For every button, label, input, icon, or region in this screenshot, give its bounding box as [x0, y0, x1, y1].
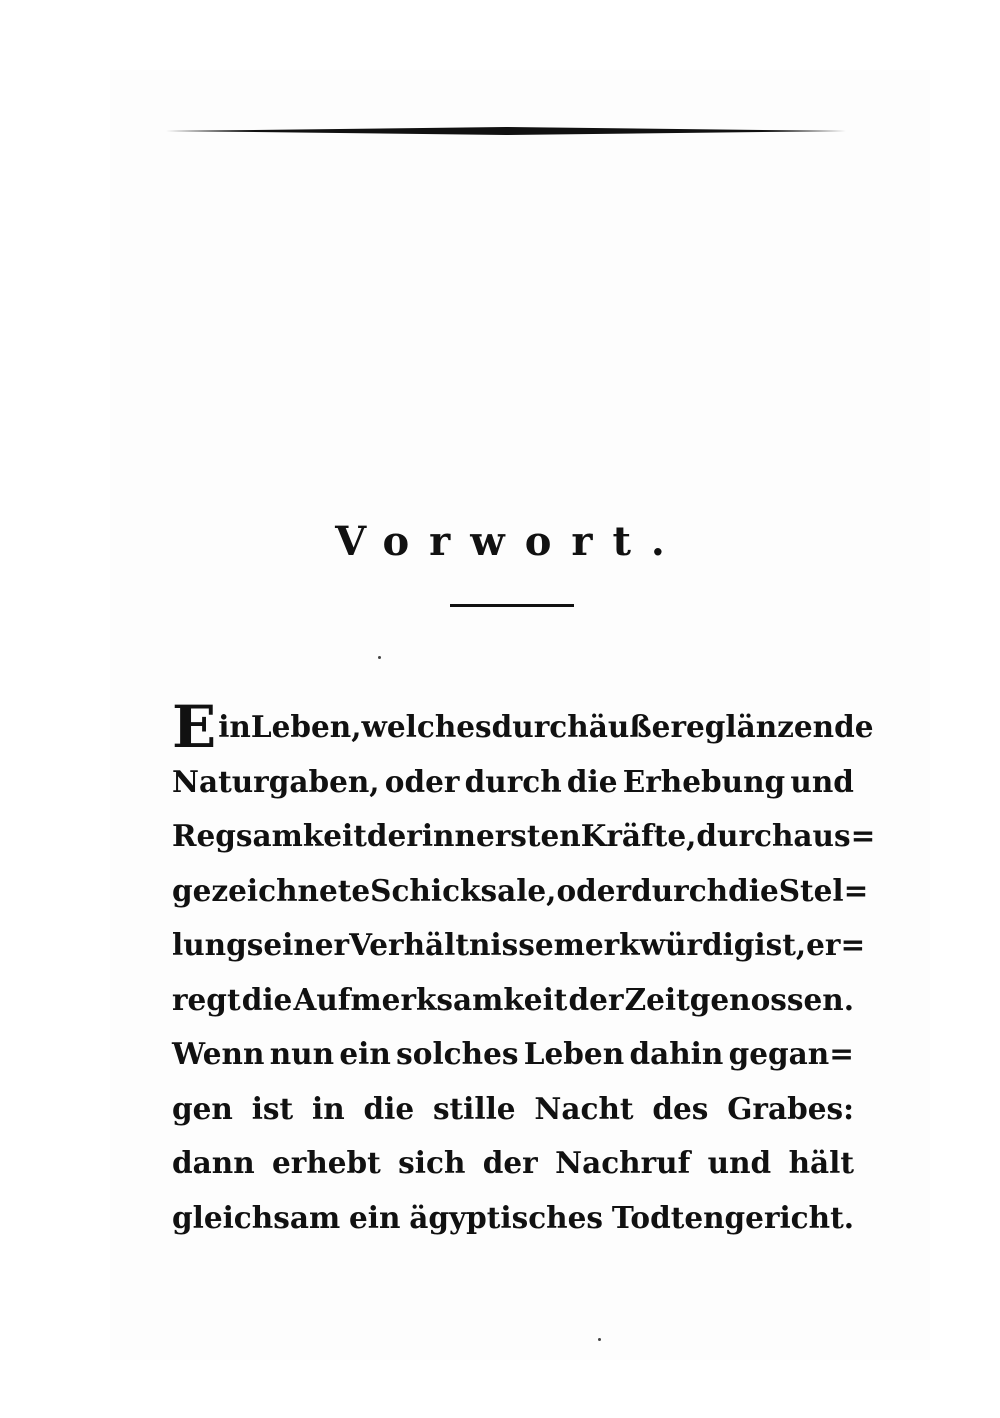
word: hält — [788, 1145, 854, 1180]
word: Erhebung — [622, 763, 786, 799]
word: regt — [172, 981, 241, 1017]
word: der — [482, 1145, 538, 1180]
word: die — [363, 1090, 415, 1126]
word: durch — [631, 872, 729, 908]
word: nun — [269, 1036, 335, 1071]
word: die — [566, 763, 618, 799]
word: Wenn — [172, 1036, 265, 1071]
word: merkwürdig — [553, 927, 755, 962]
word: durch — [464, 763, 562, 799]
word: durch — [491, 709, 589, 744]
word: solches — [396, 1036, 519, 1071]
word: gegan= — [728, 1036, 854, 1071]
word: erhebt — [272, 1145, 381, 1180]
paragraph-line-1 — [172, 693, 874, 761]
word: Nacht — [534, 1090, 634, 1126]
word: ägyptisches — [409, 1199, 603, 1235]
ink-speck — [598, 1338, 601, 1341]
word: dann — [172, 1145, 255, 1180]
word: Todtengericht. — [611, 1199, 854, 1235]
word: stille — [432, 1090, 516, 1126]
word: durch — [696, 818, 794, 853]
word: Schicksale, — [370, 872, 557, 908]
word: ist — [251, 1090, 294, 1126]
word: Zeitgenossen. — [624, 981, 854, 1017]
word: des — [652, 1090, 709, 1126]
word: Naturgaben, — [172, 763, 380, 799]
paragraph-line — [172, 1027, 854, 1082]
word: sich — [398, 1145, 466, 1180]
ink-speck — [378, 656, 381, 659]
word: Grabes: — [727, 1090, 854, 1126]
word: er= — [806, 927, 866, 962]
paragraph-line — [172, 809, 876, 864]
word: lung — [172, 927, 247, 962]
word: gleichsam — [172, 1199, 341, 1235]
body-paragraph — [172, 693, 876, 1245]
word: glänzende — [704, 709, 874, 744]
top-ornamental-rule — [166, 127, 846, 135]
word: Leben, — [250, 709, 362, 744]
title-underline-rule — [450, 604, 574, 607]
paragraph-line — [172, 755, 854, 810]
word: Kräfte, — [580, 818, 697, 853]
paragraph-line — [172, 918, 866, 973]
paragraph-line — [172, 1082, 854, 1137]
word: die — [728, 872, 779, 908]
word: und — [707, 1145, 772, 1180]
word: innersten — [421, 818, 581, 853]
word: Aufmerksamkeit — [293, 981, 568, 1017]
page-title: Vorwort. — [335, 518, 685, 565]
word: Nachruf — [555, 1145, 691, 1180]
first-line-words — [216, 700, 873, 755]
word: ein — [339, 1036, 391, 1071]
word: in — [218, 709, 251, 744]
word: der — [568, 981, 624, 1017]
word: Leben — [523, 1036, 625, 1071]
word: die — [241, 981, 293, 1017]
word: dahin — [629, 1036, 724, 1071]
word: gezeichnete — [172, 872, 371, 908]
word: seiner — [246, 927, 350, 962]
paragraph-line — [172, 1191, 854, 1246]
word: äußere — [588, 709, 705, 744]
paragraph-line — [172, 1136, 854, 1191]
word: oder — [384, 763, 460, 799]
word: ist, — [754, 927, 807, 962]
drop-cap: E — [172, 693, 217, 761]
word: und — [790, 763, 854, 799]
paragraph-line — [172, 973, 854, 1028]
word: oder — [556, 872, 632, 908]
word: ein — [348, 1199, 401, 1235]
word: Verhältnisse — [349, 927, 554, 962]
word: gen — [172, 1090, 233, 1126]
word: welches — [361, 709, 492, 744]
word: Stel= — [778, 872, 869, 908]
word: aus= — [793, 818, 876, 853]
word: der — [366, 818, 422, 853]
word: in — [311, 1090, 345, 1126]
word: Regsamkeit — [172, 818, 367, 853]
paragraph-line — [172, 864, 869, 919]
